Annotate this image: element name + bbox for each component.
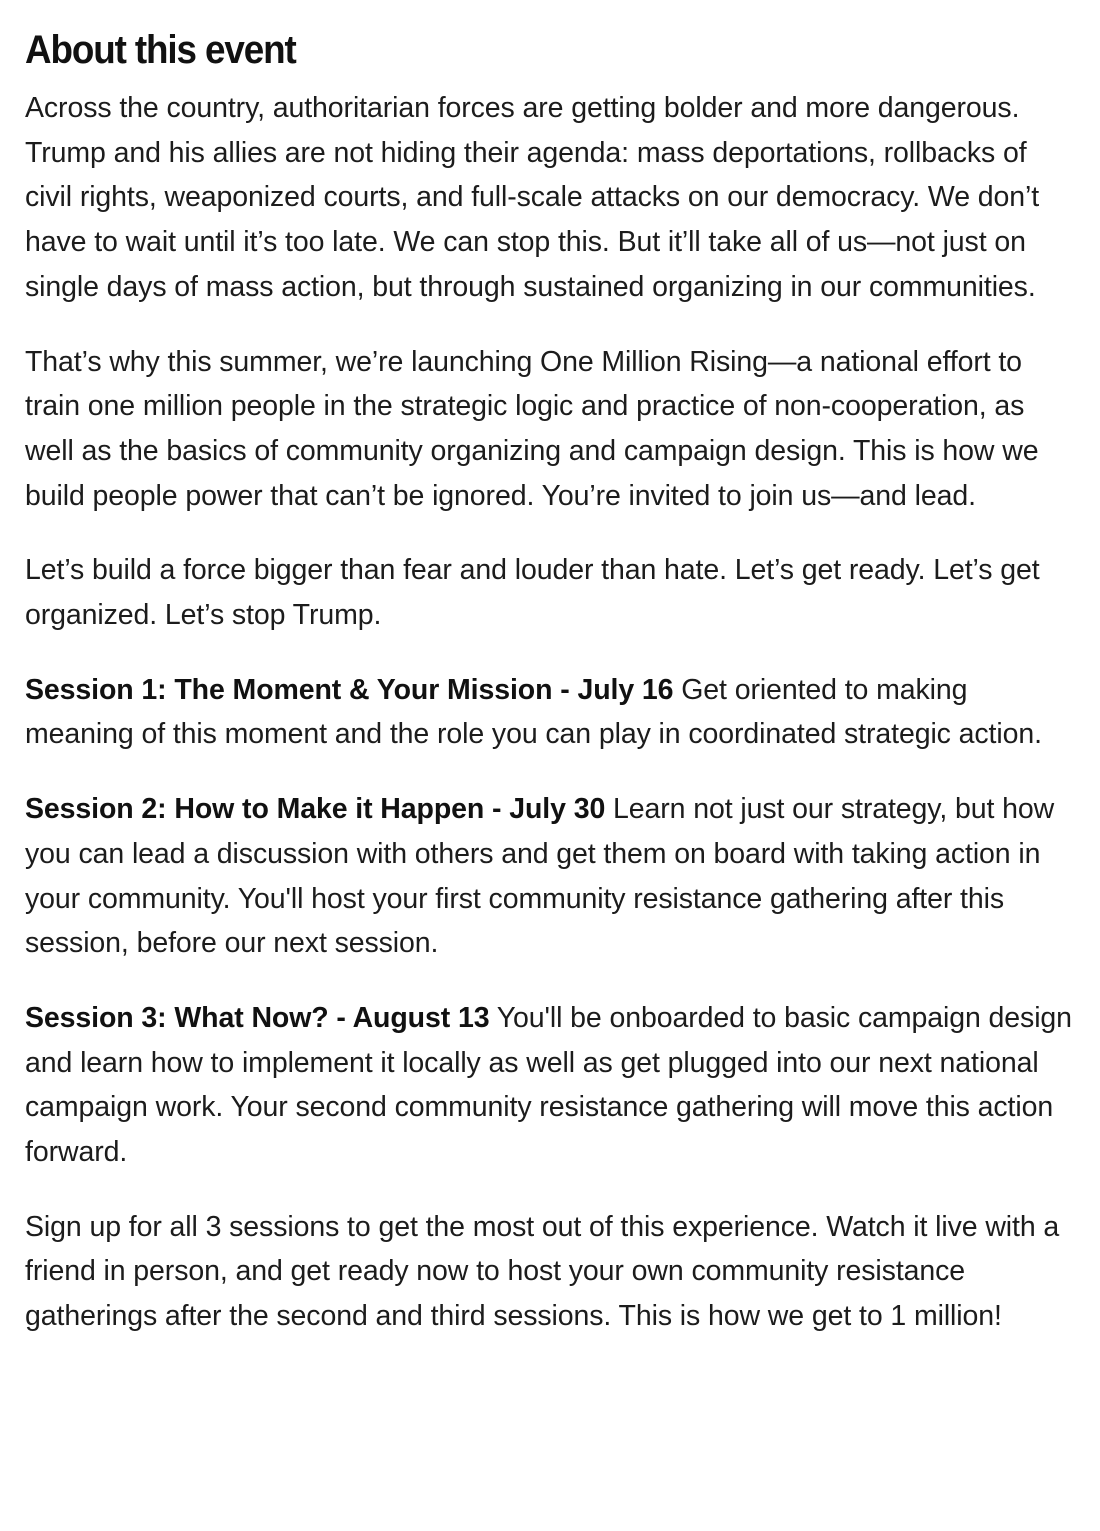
session-2-description: Learn not just our strategy, but how you can lead a discussion with others and get them on board with taking action in your community. You'll host your first community resistance gathering after this session, before our next session.: [25, 793, 1055, 960]
paragraph-signup: Sign up for all 3 sessions to get the most out of this experience. Watch it live with a friend in person, and get ready now to host your own community resistance gatherings after the second and third sessions. This is how we get to 1 million!: [25, 1210, 1060, 1333]
session-3-description: You'll be onboarded to basic campaign design and learn how to implement it locally as well as get plugged into our next national campaign work. Your second community resistance gathering will move this action forward.: [25, 1001, 1072, 1169]
paragraph-launch: That’s why this summer, we’re launching One Million Rising—a national effort to train one million people in the strategic logic and practice of non-cooperation, as well as the basics of community organizing and campaign design. This is how we build people power that can’t be ignored. You’re invited to join us—and lead.: [25, 345, 1039, 512]
session-3-title: Session 3: What Now? - August 13: [25, 1001, 490, 1034]
paragraph-intro: Across the country, authoritarian forces are getting bolder and more dangerous. Trump and his allies are not hiding their agenda: mass deportations, rollbacks of civil rights, weaponized courts, and full-scale attacks on our democracy. We don’t have to wait until it’s too late. We can stop this. But it’ll take all of us—not just on single days of mass action, but through sustained organizing in our communities.: [25, 92, 1040, 303]
session-1-description: Get oriented to making meaning of this moment and the role you can play in coordinated strategic action.: [25, 673, 1042, 751]
session-3: [25, 996, 1074, 1175]
session-2-title: Session 2: How to Make it Happen - July 30: [25, 793, 606, 826]
section-heading: About this event: [25, 28, 296, 72]
paragraph-rally: Let’s build a force bigger than fear and louder than hate. Let’s get ready. Let’s get organized. Let’s stop Trump.: [25, 554, 1040, 632]
session-1-title: Session 1: The Moment & Your Mission - July 16: [25, 673, 674, 706]
session-1: [25, 668, 1074, 757]
session-2: [25, 787, 1074, 966]
